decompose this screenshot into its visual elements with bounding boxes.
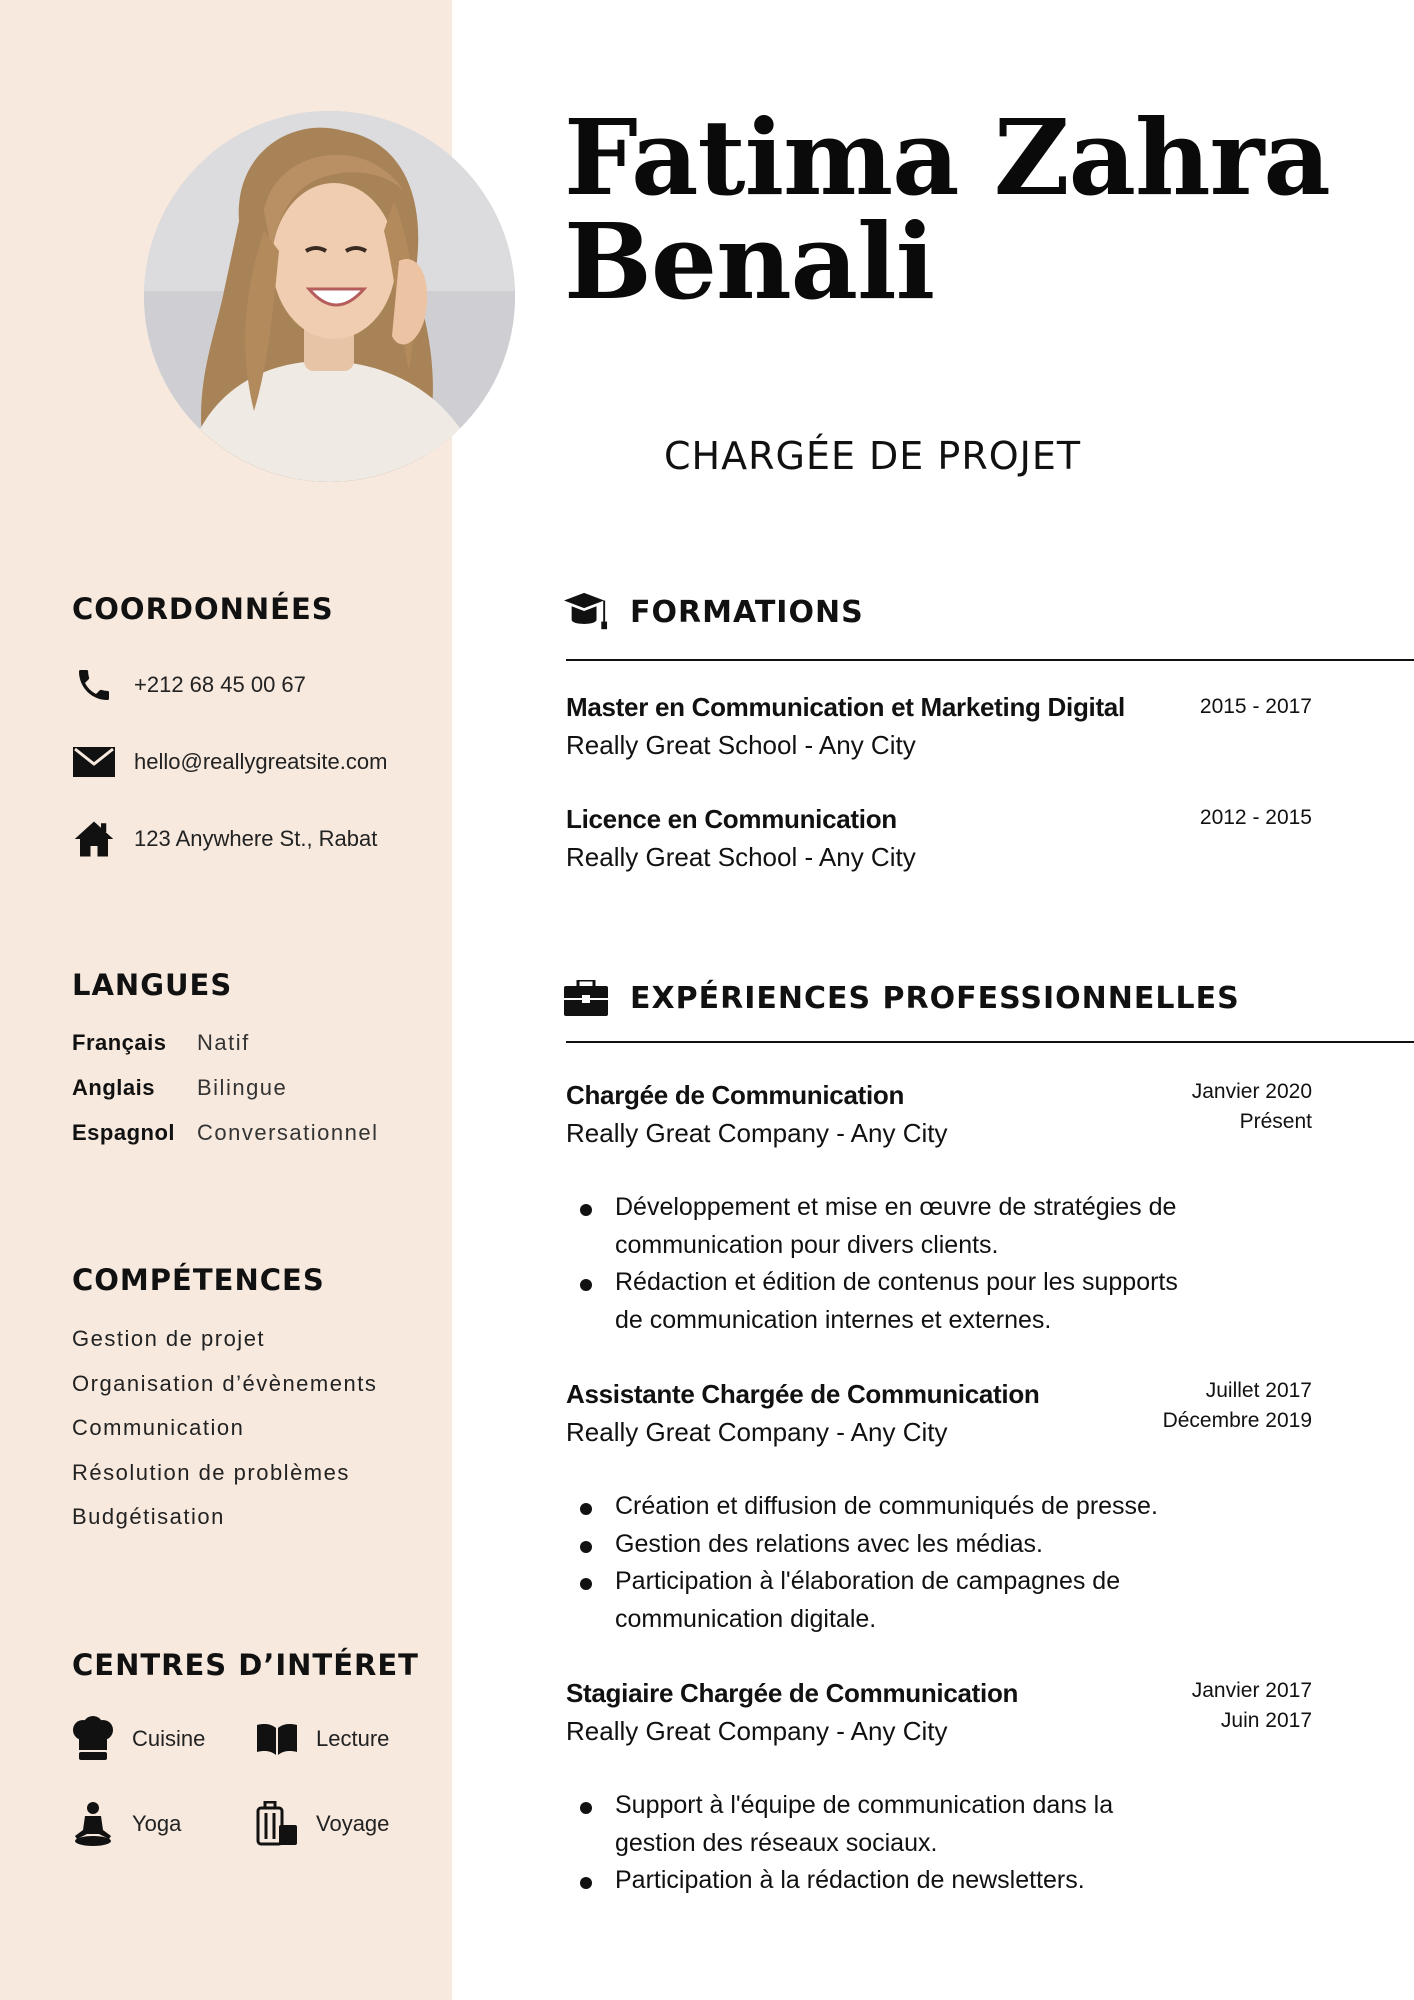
graduation-cap-icon	[564, 590, 608, 634]
chef-hat-icon	[70, 1716, 116, 1762]
interests-heading: CENTRES D’INTÉRET	[72, 1648, 419, 1682]
skill-item: Gestion de projet	[72, 1326, 266, 1351]
language-level: Natif	[197, 1030, 250, 1055]
job-company: Really Great Company - Any City	[566, 1716, 948, 1746]
contact-heading: COORDONNÉES	[72, 592, 334, 626]
phone-icon	[72, 663, 116, 707]
contact-email	[72, 740, 387, 784]
yoga-icon	[70, 1801, 116, 1847]
responsibility-item: Participation à l'élaboration de campagnes de communication digitale.	[580, 1563, 1180, 1638]
job-date-start: Juillet 2017	[1205, 1379, 1312, 1402]
responsibility-item: Participation à la rédaction de newsletters.	[580, 1862, 1180, 1900]
education-dates: 2012 - 2015	[1199, 806, 1312, 829]
luggage-icon	[254, 1801, 300, 1847]
interest-cooking	[70, 1716, 205, 1762]
contact-phone	[72, 663, 306, 707]
language-level: Conversationnel	[197, 1120, 379, 1145]
job-responsibilities	[580, 1787, 1180, 1900]
interest-label: Lecture	[316, 1726, 390, 1751]
postal-address: 123 Anywhere St., Rabat	[134, 826, 378, 851]
skill-item: Résolution de problèmes	[72, 1460, 350, 1485]
responsibility-item: Création et diffusion de communiqués de presse.	[580, 1488, 1180, 1526]
book-icon	[254, 1716, 300, 1762]
email-address[interactable]: hello@reallygreatsite.com	[134, 749, 388, 774]
job-date-end: Juin 2017	[1220, 1709, 1312, 1732]
job-company: Really Great Company - Any City	[566, 1417, 948, 1447]
job-responsibilities	[580, 1488, 1180, 1638]
job-title: Stagiaire Chargée de Communication	[566, 1678, 1019, 1708]
job-dates	[1192, 1676, 1312, 1736]
name-line-first: Fatima Zahra	[564, 96, 1330, 219]
skills-heading: COMPÉTENCES	[72, 1263, 325, 1297]
job-date-end: Décembre 2019	[1162, 1409, 1312, 1432]
mail-icon	[72, 740, 116, 784]
education-heading-label: FORMATIONS	[630, 594, 864, 630]
responsibility-item: Support à l'équipe de communication dans la gestion des réseaux sociaux.	[580, 1787, 1180, 1862]
language-name: Français	[72, 1030, 167, 1055]
experience-heading	[564, 976, 1240, 1020]
interest-reading	[254, 1716, 389, 1762]
language-name: Anglais	[72, 1075, 155, 1100]
education-school: Really Great School - Any City	[566, 842, 916, 872]
skill-item: Organisation d’évènements	[72, 1371, 378, 1396]
job-dates	[1163, 1376, 1312, 1436]
responsibility-item: Rédaction et édition de contenus pour les supports de communication internes et externes.	[580, 1264, 1180, 1339]
experience-heading-label: EXPÉRIENCES PROFESSIONNELLES	[630, 980, 1240, 1016]
contact-address	[72, 817, 377, 861]
profile-photo	[144, 111, 515, 482]
skill-item: Budgétisation	[72, 1504, 225, 1529]
interest-yoga	[70, 1801, 181, 1847]
phone-number[interactable]: +212 68 45 00 67	[134, 672, 306, 697]
interest-label: Cuisine	[132, 1726, 206, 1751]
job-title: Assistante Chargée de Communication	[566, 1379, 1040, 1409]
education-school: Really Great School - Any City	[566, 730, 916, 760]
job-company: Really Great Company - Any City	[566, 1118, 948, 1148]
education-heading	[564, 590, 864, 634]
education-dates: 2015 - 2017	[1199, 695, 1312, 718]
languages-heading: LANGUES	[72, 968, 233, 1002]
responsibility-item: Gestion des relations avec les médias.	[580, 1526, 1180, 1564]
full-name	[564, 96, 1404, 323]
job-dates	[1192, 1077, 1312, 1137]
job-title: Chargée de Communication	[566, 1080, 905, 1110]
education-divider	[566, 659, 1414, 661]
interest-label: Yoga	[132, 1811, 182, 1836]
language-item	[72, 1075, 287, 1101]
education-degree: Master en Communication et Marketing Digital	[566, 692, 1125, 722]
responsibility-item: Développement et mise en œuvre de stratégies de communication pour divers clients.	[580, 1189, 1180, 1264]
job-title: CHARGÉE DE PROJET	[664, 434, 1082, 478]
language-name: Espagnol	[72, 1120, 176, 1145]
name-line-last: Benali	[564, 200, 935, 323]
job-responsibilities	[580, 1189, 1180, 1339]
job-date-end: Présent	[1239, 1110, 1312, 1133]
home-icon	[72, 817, 116, 861]
briefcase-icon	[564, 976, 608, 1020]
interest-travel	[254, 1801, 389, 1847]
skill-item: Communication	[72, 1415, 245, 1440]
job-date-start: Janvier 2020	[1191, 1080, 1312, 1103]
experience-divider	[566, 1041, 1414, 1043]
education-degree: Licence en Communication	[566, 804, 897, 834]
job-date-start: Janvier 2017	[1191, 1679, 1312, 1702]
language-level: Bilingue	[197, 1075, 288, 1100]
language-item	[72, 1030, 250, 1056]
interest-label: Voyage	[316, 1811, 390, 1836]
language-item	[72, 1120, 378, 1146]
